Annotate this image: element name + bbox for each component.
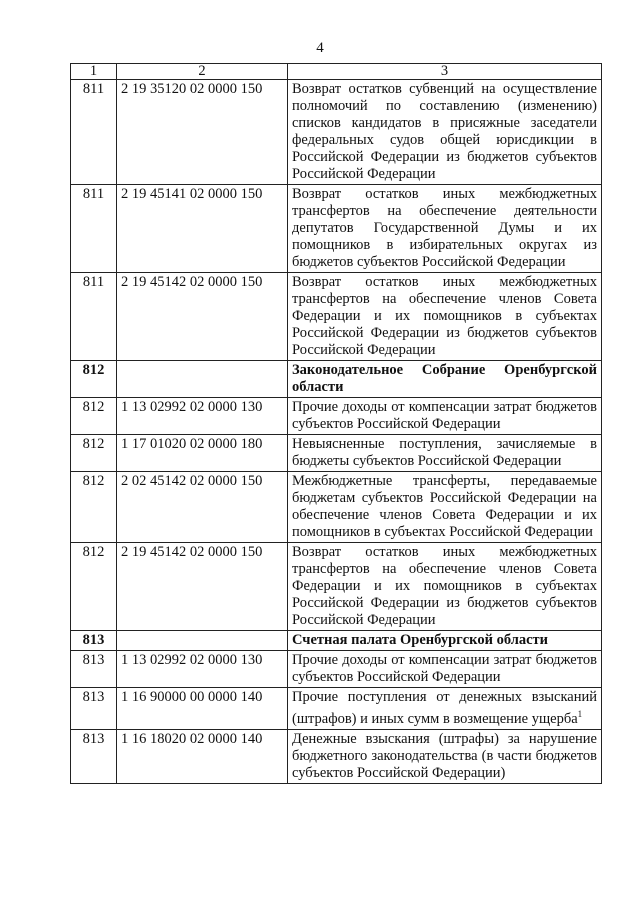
budget-code-cell: 2 19 45141 02 0000 150 [117, 185, 288, 273]
budget-code-cell: 1 13 02992 02 0000 130 [117, 651, 288, 688]
administrator-code-cell: 813 [71, 631, 117, 651]
footnote-marker: 1 [577, 709, 583, 719]
description-text: Прочие доходы от компенсации затрат бюджетов субъектов Российской Федерации [292, 399, 597, 432]
budget-code-cell [117, 361, 288, 398]
description-text: Возврат остатков субвенций на осуществление полномочий по составлению (изменению) списков кандидатов в присяжные заседатели федеральных судов общей юрисдикции в Российской Федерации из бюджетов субъектов Российской Федерации [292, 81, 597, 182]
administrator-code-cell: 812 [71, 398, 117, 435]
budget-code-cell: 2 02 45142 02 0000 150 [117, 472, 288, 543]
description-cell [288, 543, 602, 631]
description-cell [288, 435, 602, 472]
table-row [71, 435, 602, 472]
description-cell [288, 80, 602, 185]
administrator-code-cell: 811 [71, 185, 117, 273]
budget-code-cell: 2 19 45142 02 0000 150 [117, 543, 288, 631]
description-text: Возврат остатков иных межбюджетных трансфертов на обеспечение членов Совета Федерации и их помощников в субъектах Российской Федерации из бюджетов субъектов Российской Федерации [292, 544, 597, 628]
administrator-code-cell: 813 [71, 651, 117, 688]
description-cell [288, 688, 602, 730]
description-text: Межбюджетные трансферты, передаваемые бюджетам субъектов Российской Федерации на обеспечение членов Совета Федерации и их помощников в субъектах Российской Федерации [292, 473, 597, 540]
budget-code-cell: 2 19 35120 02 0000 150 [117, 80, 288, 185]
administrator-code-cell: 813 [71, 688, 117, 730]
header-row [71, 64, 602, 80]
table-row [71, 185, 602, 273]
table-row [71, 398, 602, 435]
budget-code-cell [117, 631, 288, 651]
description-text: Законодательное Собрание Оренбургской области [292, 362, 597, 395]
description-text: Возврат остатков иных межбюджетных трансфертов на обеспечение членов Совета Федерации и их помощников в субъектах Российской Федерации из бюджетов субъектов Российской Федерации [292, 274, 597, 358]
description-cell [288, 472, 602, 543]
table-header [71, 64, 602, 80]
table-body [71, 80, 602, 784]
administrator-code-cell: 812 [71, 472, 117, 543]
table-section-row [71, 361, 602, 398]
description-cell [288, 398, 602, 435]
column-header-2: 2 [117, 64, 288, 80]
description-cell [288, 273, 602, 361]
description-text: Счетная палата Оренбургской области [292, 632, 549, 648]
budget-code-cell: 1 17 01020 02 0000 180 [117, 435, 288, 472]
table-row [71, 543, 602, 631]
description-cell [288, 185, 602, 273]
table-row [71, 273, 602, 361]
description-text: Прочие поступления от денежных взысканий (штрафов) и иных сумм в возмещение ущерба [292, 689, 597, 727]
description-cell [288, 651, 602, 688]
description-cell [288, 631, 602, 651]
administrator-code-cell: 812 [71, 543, 117, 631]
description-text: Невыясненные поступления, зачисляемые в бюджеты субъектов Российской Федерации [292, 436, 597, 469]
table-row [71, 688, 602, 730]
description-cell [288, 729, 602, 783]
description-cell [288, 361, 602, 398]
description-text: Денежные взыскания (штрафы) за нарушение бюджетного законодательства (в части бюджетов субъектов Российской Федерации) [292, 730, 597, 781]
description-text: Возврат остатков иных межбюджетных трансфертов на обеспечение деятельности депутатов Государственной Думы и их помощников в избирательных округах из бюджетов субъектов Российской Федерации [292, 186, 597, 270]
budget-code-cell: 1 13 02992 02 0000 130 [117, 398, 288, 435]
administrator-code-cell: 813 [71, 729, 117, 783]
column-header-1: 1 [71, 64, 117, 80]
table-row [71, 729, 602, 783]
administrator-code-cell: 812 [71, 435, 117, 472]
page-number: 4 [316, 40, 324, 56]
description-text: Прочие доходы от компенсации затрат бюджетов субъектов Российской Федерации [292, 652, 597, 685]
administrator-code-cell: 811 [71, 80, 117, 185]
column-header-3: 3 [288, 64, 602, 80]
table-row [71, 80, 602, 185]
table-section-row [71, 631, 602, 651]
budget-classification-table [70, 63, 602, 784]
budget-code-cell: 1 16 90000 00 0000 140 [117, 688, 288, 730]
table-row [71, 472, 602, 543]
budget-code-cell: 2 19 45142 02 0000 150 [117, 273, 288, 361]
table-row [71, 651, 602, 688]
administrator-code-cell: 812 [71, 361, 117, 398]
administrator-code-cell: 811 [71, 273, 117, 361]
budget-code-cell: 1 16 18020 02 0000 140 [117, 729, 288, 783]
